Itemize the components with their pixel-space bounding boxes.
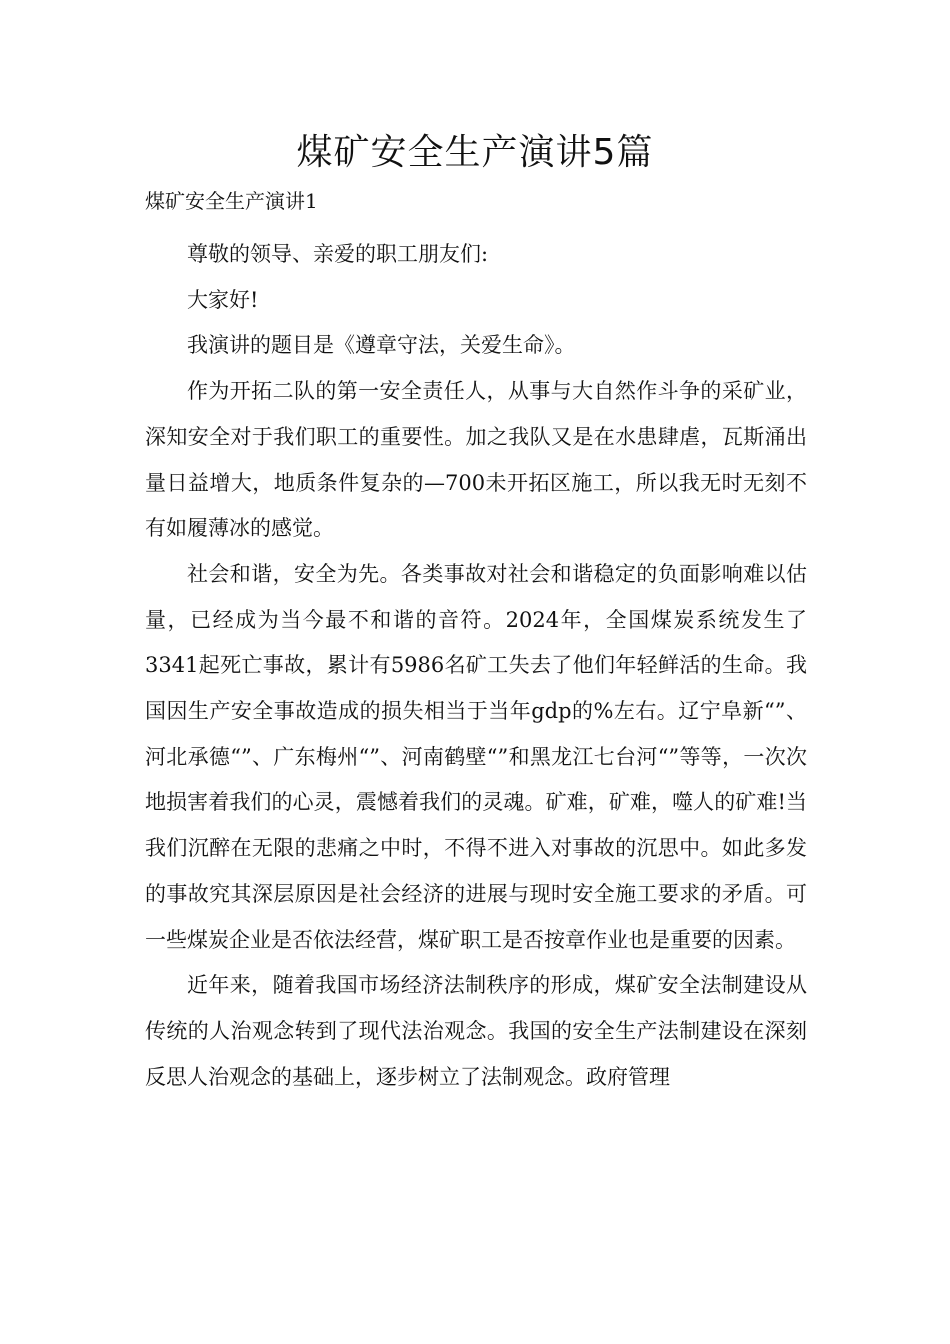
document-body	[145, 232, 807, 1100]
paragraph-hello: 大家好!	[187, 287, 259, 312]
section-heading: 煤矿安全生产演讲1	[145, 189, 318, 213]
document-title: 煤矿安全生产演讲5篇	[296, 132, 654, 173]
paragraph-greeting: 尊敬的领导、亲爱的职工朋友们:	[187, 242, 489, 266]
paragraph-topic: 我演讲的题目是《遵章守法，关爱生命》。	[187, 333, 576, 358]
paragraph-responsibility: 作为开拓二队的第一安全责任人，从事与大自然作斗争的采矿业，深知安全对于我们职工的重要性。加之我队又是在水患肆虐，瓦斯涌出量日益增大，地质条件复杂的—700未开拓区施工，所以我无时无刻不有如履薄冰的感觉。	[145, 379, 807, 541]
paragraph-harmony: 社会和谐，安全为先。各类事故对社会和谐稳定的负面影响难以估量，已经成为当今最不和谐的音符。2024年，全国煤炭系统发生了3341起死亡事故，累计有5986名矿工失去了他们年轻鲜活的生命。我国因生产安全事故造成的损失相当于当年gdp的%左右。辽宁阜新“”、河北承德“”、广东梅州“”、河南鹤壁“”和黑龙江七台河“”等等，一次次地损害着我们的心灵，震憾着我们的灵魂。矿难，矿难，噬人的矿难!当我们沉醉在无限的悲痛之中时，不得不进入对事故的沉思中。如此多发的事故究其深层原因是社会经济的进展与现时安全施工要求的矛盾。可一些煤炭企业是否依法经营，煤矿职工是否按章作业也是重要的因素。	[145, 561, 807, 952]
paragraph-legal-system: 近年来，随着我国市场经济法制秩序的形成，煤矿安全法制建设从传统的人治观念转到了现代法治观念。我国的安全生产法制建设在深刻反思人治观念的基础上，逐步树立了法制观念。政府管理	[145, 973, 807, 1089]
